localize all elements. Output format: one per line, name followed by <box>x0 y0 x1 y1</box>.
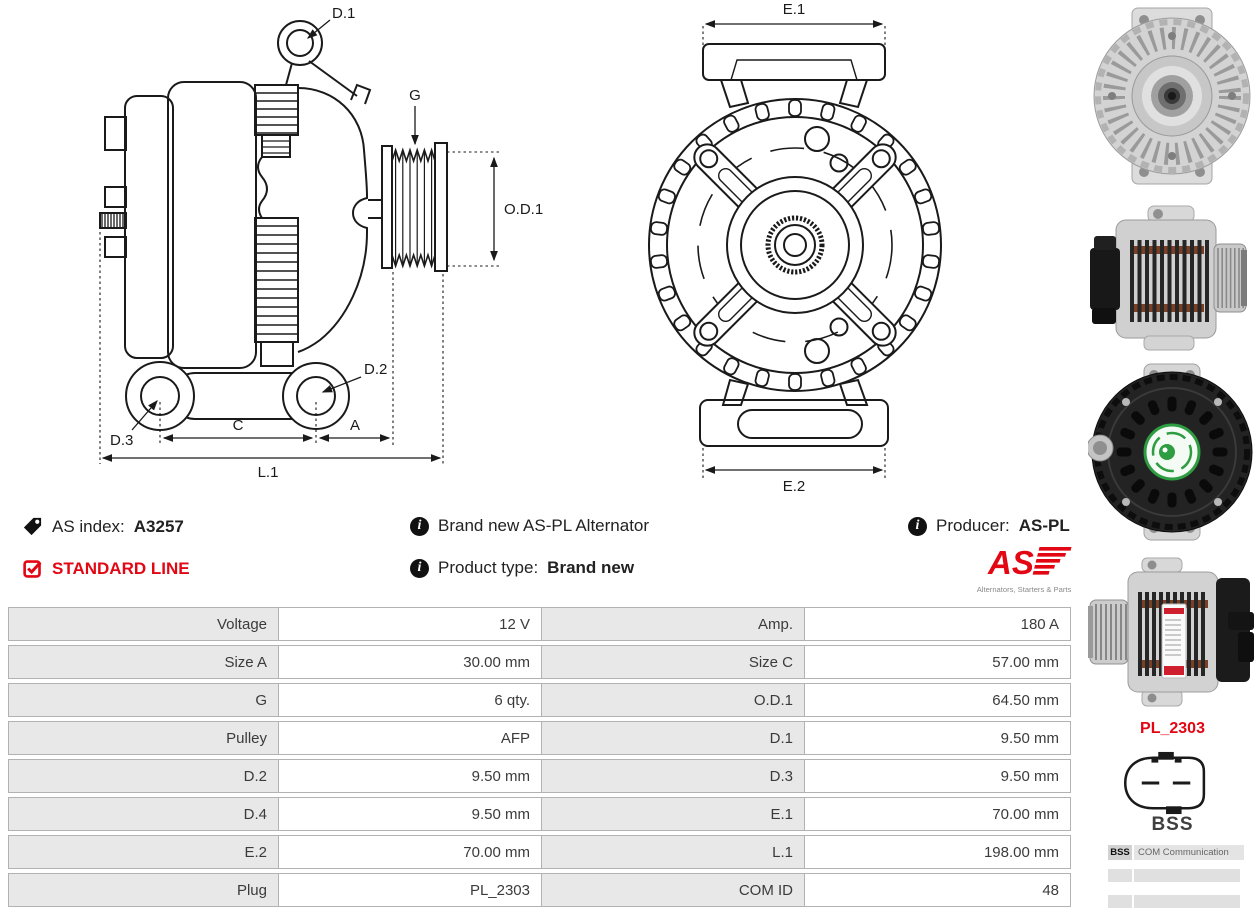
standard-line-badge: STANDARD LINE <box>52 558 190 578</box>
spec-label-cell: Size A <box>8 645 279 679</box>
spec-label-cell: D.2 <box>8 759 279 793</box>
spec-value-cell: 6 qty. <box>278 683 542 717</box>
brand-new-row <box>410 516 649 536</box>
spec-label-cell: O.D.1 <box>541 683 805 717</box>
product-type-label: Product type: <box>438 558 539 577</box>
pulley-grooves <box>392 150 435 161</box>
spec-label-cell: COM ID <box>541 873 805 907</box>
front-view-technical-drawing <box>645 0 945 495</box>
product-photo-side-pulley-right <box>1088 196 1255 356</box>
as-pl-logo <box>968 545 1080 594</box>
spec-label-cell: G <box>8 683 279 717</box>
brand-new-text: Brand new AS-PL Alternator <box>438 516 650 535</box>
spec-label-cell: E.2 <box>8 835 279 869</box>
info-icon <box>908 517 927 536</box>
spec-label-cell: Size C <box>541 645 805 679</box>
as-logo-text: AS <box>988 545 1034 579</box>
dim-label-d1: D.1 <box>332 5 356 22</box>
placeholder-bar <box>1134 895 1240 908</box>
spec-value-cell: 12 V <box>278 607 542 641</box>
spec-label-cell: E.1 <box>541 797 805 831</box>
spec-value-cell: 70.00 mm <box>278 835 542 869</box>
spec-label-cell: Pulley <box>8 721 279 755</box>
producer-label: Producer: <box>936 516 1010 535</box>
dim-label-d3: D.3 <box>110 432 134 449</box>
standard-line-row <box>22 558 190 579</box>
placeholder-bar <box>1108 895 1132 908</box>
placeholder-row <box>1108 895 1240 908</box>
spec-table <box>8 607 1075 911</box>
as-index-label: AS index: <box>52 516 125 536</box>
table-row <box>8 797 1075 831</box>
spec-label-cell: D.3 <box>541 759 805 793</box>
spec-label-cell: Voltage <box>8 607 279 641</box>
product-photo-rear <box>1088 360 1255 544</box>
com-protocol-row <box>1108 845 1244 860</box>
spec-label-cell: D.4 <box>8 797 279 831</box>
side-view-technical-drawing <box>80 0 560 485</box>
table-row <box>8 645 1075 679</box>
dim-label-d2: D.2 <box>364 361 388 378</box>
spec-value-cell: 48 <box>804 873 1071 907</box>
dim-label-od1: O.D.1 <box>504 201 544 218</box>
placeholder-bar <box>1108 869 1132 882</box>
dim-label-a: A <box>349 417 361 434</box>
info-icon <box>410 559 429 578</box>
dim-label-l1: L.1 <box>257 464 279 481</box>
spec-label-cell: Plug <box>8 873 279 907</box>
table-row <box>8 835 1075 869</box>
top-ear-hole <box>278 21 322 65</box>
spec-value-cell: AFP <box>278 721 542 755</box>
spec-value-cell: 9.50 mm <box>278 797 542 831</box>
spec-value-cell: 64.50 mm <box>804 683 1071 717</box>
as-logo-mark <box>974 545 1074 579</box>
as-index-row <box>22 516 184 537</box>
spec-label-cell: D.1 <box>541 721 805 755</box>
com-protocol-key: BSS <box>1108 845 1132 860</box>
dim-label-c: C <box>232 417 244 434</box>
product-type-row <box>410 558 634 578</box>
table-row <box>8 759 1075 793</box>
producer-value: AS-PL <box>1018 516 1070 535</box>
product-photo-front <box>1088 2 1255 190</box>
checkbox-checked-icon <box>22 558 43 579</box>
spec-value-cell: 30.00 mm <box>278 645 542 679</box>
plug-code: PL_2303 <box>1140 720 1205 737</box>
placeholder-row <box>1108 869 1240 882</box>
spec-label-cell: Amp. <box>541 607 805 641</box>
spec-value-cell: 70.00 mm <box>804 797 1071 831</box>
table-row <box>8 873 1075 907</box>
spec-value-cell: 198.00 mm <box>804 835 1071 869</box>
product-type-value: Brand new <box>547 558 635 577</box>
spec-label-cell: L.1 <box>541 835 805 869</box>
dim-label-e1: E.1 <box>782 1 806 18</box>
producer-row <box>908 516 1070 536</box>
spec-value-cell: 9.50 mm <box>804 759 1071 793</box>
as-index-value: A3257 <box>133 516 184 536</box>
spec-value-cell: 9.50 mm <box>278 759 542 793</box>
spec-value-cell: 9.50 mm <box>804 721 1071 755</box>
info-icon <box>410 517 429 536</box>
com-protocol-value: COM Communication <box>1134 845 1244 860</box>
spec-value-cell: 180 A <box>804 607 1071 641</box>
placeholder-bar <box>1134 869 1240 882</box>
spec-value-cell: 57.00 mm <box>804 645 1071 679</box>
table-row <box>8 721 1075 755</box>
plug-connector-drawing <box>1118 750 1216 816</box>
table-row <box>8 607 1075 641</box>
spec-value-cell: PL_2303 <box>278 873 542 907</box>
dim-label-g: G <box>409 87 421 104</box>
tag-icon <box>22 516 43 537</box>
product-photo-side-pulley-left <box>1088 548 1255 710</box>
table-row <box>8 683 1075 717</box>
dim-label-e2: E.2 <box>782 478 806 495</box>
logo-tagline: Alternators, Starters & Parts <box>976 585 1072 594</box>
threaded-stud <box>100 213 126 228</box>
plug-type-label: BSS <box>1151 814 1194 835</box>
